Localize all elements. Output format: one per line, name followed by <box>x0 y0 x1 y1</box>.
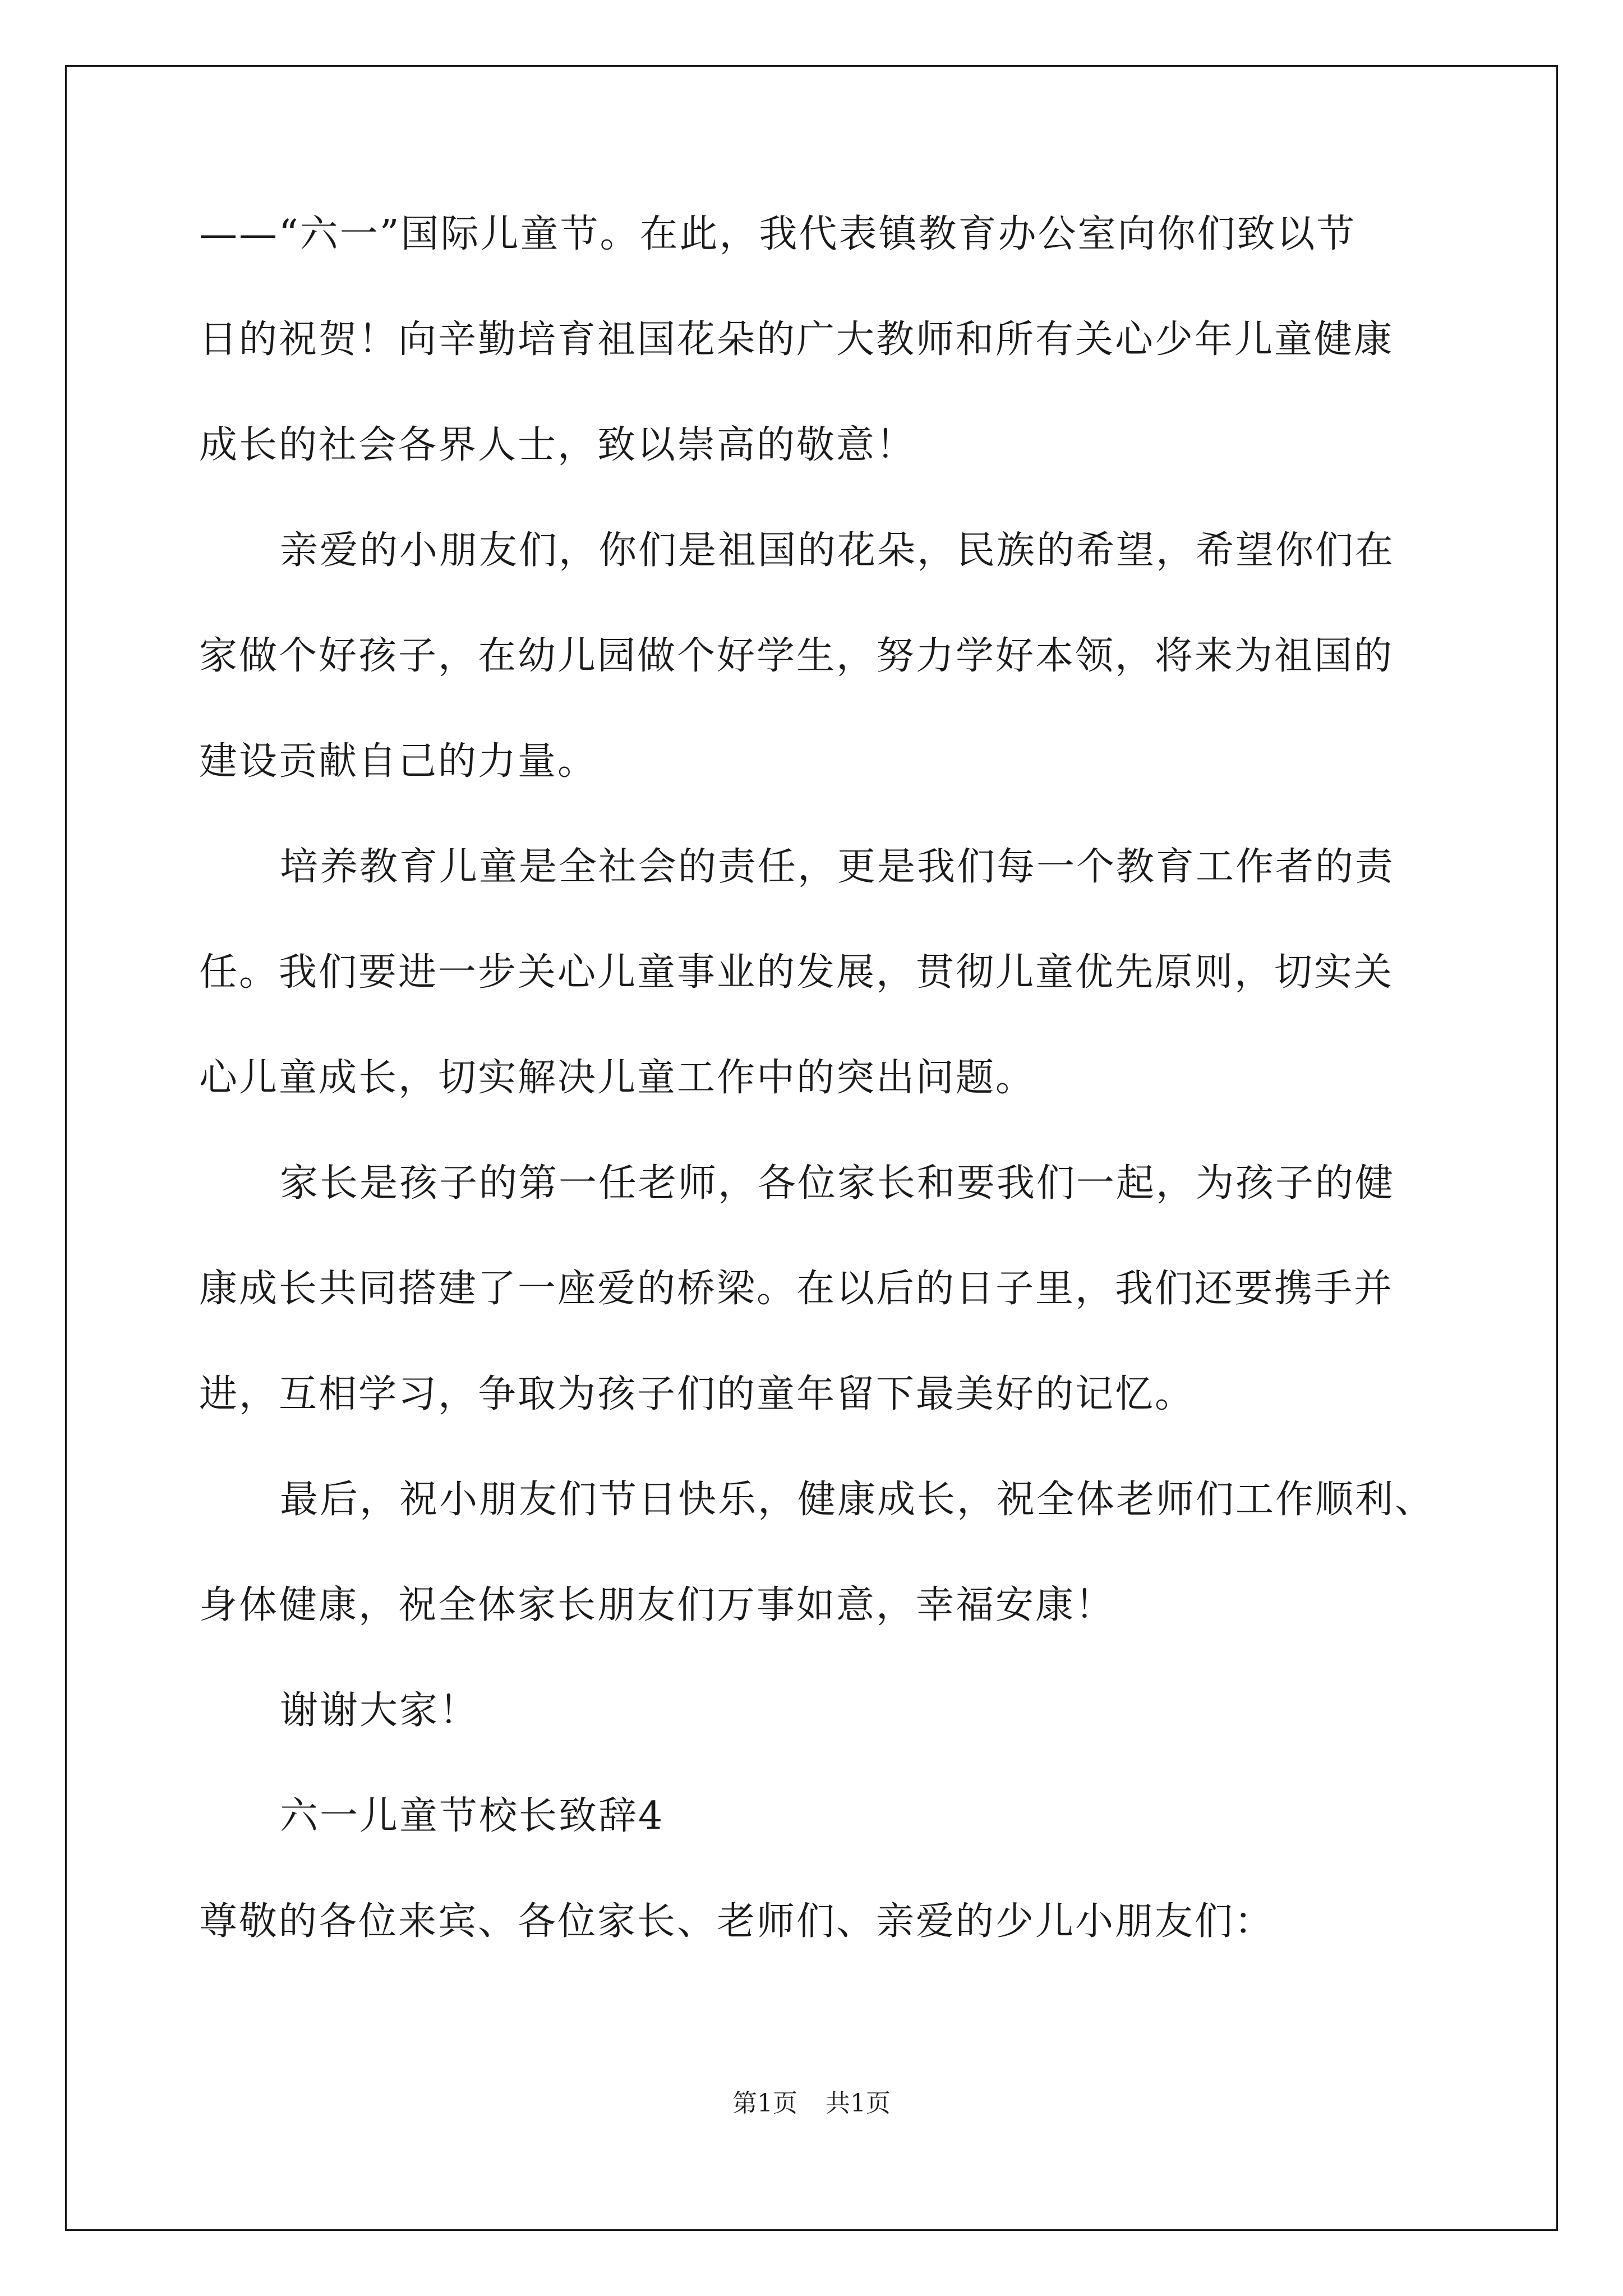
section-heading: 六一儿童节校长致辞4 <box>280 1794 665 1838</box>
text-line: 康成长共同搭建了一座爱的桥梁。在以后的日子里，我们还要携手并 <box>199 1267 1394 1311</box>
text-line: 心儿童成长，切实解决儿童工作中的突出问题。 <box>199 1056 1036 1100</box>
text-line: 建设贡献自己的力量。 <box>199 739 598 784</box>
salutation-line: 尊敬的各位来宾、各位家长、老师们、亲爱的少儿小朋友们： <box>199 1899 1275 1944</box>
text-line: 进，互相学习，争取为孩子们的童年留下最美好的记忆。 <box>199 1372 1195 1416</box>
text-line: 亲爱的小朋友们，你们是祖国的花朵，民族的希望，希望你们在 <box>280 528 1395 573</box>
text-line: 谢谢大家！ <box>280 1688 479 1733</box>
page-footer <box>0 2087 1623 2120</box>
text-line: 家长是孩子的第一任老师，各位家长和要我们一起，为孩子的健 <box>280 1161 1395 1205</box>
text-line: 家做个好孩子，在幼儿园做个好学生，努力学好本领，将来为祖国的 <box>199 634 1394 678</box>
text-line: 任。我们要进一步关心儿童事业的发展，贯彻儿童优先原则，切实关 <box>199 950 1394 995</box>
page-number: 第1页 <box>732 2089 797 2118</box>
text-line: ——“六一”国际儿童节。在此，我代表镇教育办公室向你们致以节 <box>199 212 1357 256</box>
text-line: 培养教育儿童是全社会的责任，更是我们每一个教育工作者的责 <box>280 845 1395 889</box>
text-line: 日的祝贺！向辛勤培育祖国花朵的广大教师和所有关心少年儿童健康 <box>199 318 1394 362</box>
text-line: 最后，祝小朋友们节日快乐，健康成长，祝全体老师们工作顺利、 <box>280 1478 1435 1522</box>
page-total: 共1页 <box>826 2089 891 2118</box>
text-line: 成长的社会各界人士，致以崇高的敬意！ <box>199 423 916 467</box>
text-line: 身体健康，祝全体家长朋友们万事如意，幸福安康！ <box>199 1583 1115 1627</box>
